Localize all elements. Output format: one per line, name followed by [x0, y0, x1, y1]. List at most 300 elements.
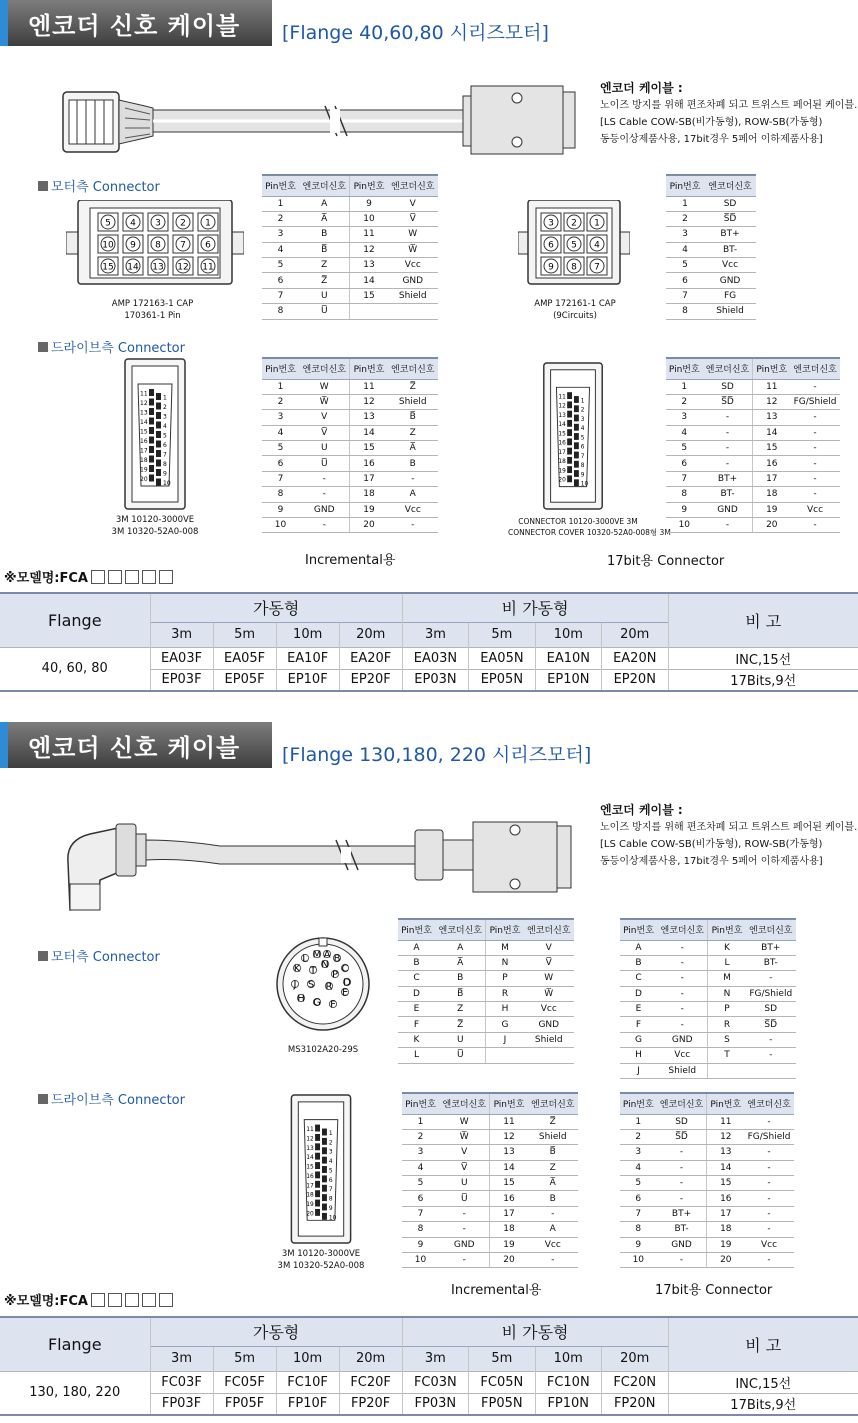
svg-text:6: 6 [163, 442, 167, 449]
pin-table-cell: D [398, 986, 435, 1001]
connector-pin [341, 988, 348, 999]
pin-table-cell: 9 [620, 1237, 657, 1252]
pin-table-cell [746, 1063, 796, 1078]
svg-text:7: 7 [594, 262, 600, 273]
connector-pin [98, 235, 118, 253]
pin-table-cell: 7 [666, 471, 703, 486]
svg-text:16: 16 [306, 1173, 314, 1180]
model-code: FP20F [339, 1393, 402, 1415]
pin-table-cell: 16 [490, 1191, 528, 1206]
pin-table-header-cell: 엔코더신호 [388, 358, 438, 379]
pin-table-cell: W̅ [439, 1129, 490, 1144]
svg-text:8: 8 [571, 262, 577, 273]
svg-text:11: 11 [558, 394, 566, 401]
model-table [0, 1316, 858, 1416]
pin-table-row [666, 487, 840, 502]
pin-table-row [620, 1063, 796, 1078]
svg-text:12: 12 [558, 403, 566, 410]
pin-table-row [402, 1191, 578, 1206]
motor-connector-heading [38, 946, 160, 965]
pin-table-row [620, 1191, 794, 1206]
pin-table-cell: V [524, 940, 574, 955]
svg-text:15: 15 [306, 1164, 314, 1171]
pin-table-cell: BT- [657, 1222, 707, 1237]
pin-table-header [620, 919, 796, 940]
svg-text:20: 20 [140, 476, 148, 483]
svg-text:13: 13 [140, 409, 148, 417]
pin-table-row [666, 288, 756, 303]
pin-table-cell: 19 [350, 502, 388, 517]
model-code: FC05F [213, 1371, 276, 1393]
model-code: EP05F [213, 669, 276, 691]
pin-table-cell: Z̅ [388, 379, 438, 394]
pin-table-cell: B̅ [388, 410, 438, 425]
motor-pin-table-incremental [398, 918, 574, 1064]
pin-table-cell: 5 [262, 258, 299, 273]
pin-table-cell: BT- [703, 487, 753, 502]
svg-text:16: 16 [140, 438, 148, 445]
model-code: EP20N [602, 669, 668, 691]
caption-line: 170361-1 Pin [124, 311, 181, 321]
model-name-text: ※모델명:FCA [4, 571, 88, 586]
pin-table-cell: 1 [262, 196, 299, 211]
pin-table-row [620, 971, 796, 986]
pin-table-cell: U [299, 288, 350, 303]
pin-table-cell: Shield [528, 1129, 578, 1144]
pin-table-cell: T [708, 1048, 746, 1063]
connector-pin [329, 1000, 336, 1011]
pin-table-cell: 6 [666, 456, 703, 471]
pin-table-cell: V̅ [388, 211, 438, 226]
pin-table-header-cell: 엔코더신호 [388, 175, 438, 196]
pin-table-row [262, 242, 438, 257]
pin-table-cell: - [746, 971, 796, 986]
pin-table-row [666, 425, 840, 440]
incremental-label: Incremental용 [305, 553, 396, 568]
pin-table-header-cell: 엔코더신호 [435, 919, 486, 940]
pin-table-cell: 3 [402, 1145, 439, 1160]
nonfixed-type-header: 비 가동형 [402, 593, 668, 622]
cable-description [600, 802, 857, 870]
pin-table-cell: 11 [350, 379, 388, 394]
pin-table-cell: 12 [707, 1129, 744, 1144]
length-header: 20m [602, 622, 668, 647]
pin-table-cell: Shield [388, 394, 438, 409]
svg-text:13: 13 [306, 1145, 314, 1152]
connector-pin [173, 235, 193, 253]
pin-table-cell: A [435, 940, 486, 955]
pin-table-row [402, 1176, 578, 1191]
pin-table-cell: Shield [704, 304, 756, 319]
pin-table-cell: J [486, 1032, 524, 1047]
pin-table-header [666, 358, 840, 379]
pin-table-cell: S̅D̅ [657, 1129, 707, 1144]
model-code-box [159, 570, 173, 584]
svg-text:18: 18 [558, 459, 566, 466]
pin-table-header-cell: Pin번호 [490, 1093, 528, 1114]
pin-table-cell: GND [524, 1017, 574, 1032]
pin-table-cell: 16 [350, 456, 388, 471]
pin-table-cell: B [398, 955, 435, 970]
svg-text:G: G [313, 997, 321, 1009]
caption-line: (9Circuits) [553, 311, 597, 321]
pin-table-cell: 11 [753, 379, 790, 394]
pin-table-cell: A [398, 940, 435, 955]
pin-table-row [262, 211, 438, 226]
svg-text:C: C [341, 963, 349, 975]
model-code: EA03N [402, 647, 468, 669]
pin-table-cell: L [708, 955, 746, 970]
svg-text:A: A [323, 949, 331, 961]
pin-table-cell: GND [657, 1237, 707, 1252]
svg-text:H: H [297, 993, 305, 1005]
model-code: FP05F [213, 1393, 276, 1415]
pin-table-cell: B [299, 227, 350, 242]
pin-table-cell: A [620, 940, 657, 955]
pin-table-row [398, 955, 574, 970]
pin-table-cell: U [439, 1176, 490, 1191]
pin-table-cell: - [703, 425, 753, 440]
pin-table-cell: BT- [704, 242, 756, 257]
svg-text:6: 6 [548, 240, 554, 251]
pin-table-cell: FG [704, 288, 756, 303]
svg-text:10: 10 [102, 240, 114, 251]
svg-text:11: 11 [140, 390, 148, 398]
connector-pin [309, 966, 317, 977]
svg-text:5: 5 [328, 1168, 333, 1175]
cable-drawing [60, 800, 580, 920]
svg-text:14: 14 [558, 422, 566, 429]
amp-9pin-caption [520, 298, 630, 322]
pin-table-cell: U̅ [299, 456, 350, 471]
pin-table-cell: K [708, 940, 746, 955]
svg-text:9: 9 [548, 262, 554, 273]
svg-text:1: 1 [163, 394, 167, 402]
pin-table-cell: L [398, 1048, 435, 1063]
pin-table-row [398, 1048, 574, 1063]
cable-desc-line: 동등이상제품사용, 17bit경우 5페어 이하제품사용] [600, 856, 823, 867]
pin-table-cell: 11 [350, 227, 388, 242]
pin-table-cell: B̅ [528, 1145, 578, 1160]
length-header: 10m [276, 1346, 339, 1371]
pin-table-cell: Vcc [704, 258, 756, 273]
svg-text:2: 2 [163, 404, 167, 411]
svg-text:2: 2 [580, 407, 585, 414]
nonfixed-type-header: 비 가동형 [402, 1317, 668, 1346]
pin-table-row [262, 471, 438, 486]
pin-table-row [666, 441, 840, 456]
pin-table-cell: - [744, 1253, 794, 1268]
pin-table-cell: Vcc [388, 502, 438, 517]
flange-value: 130, 180, 220 [0, 1371, 150, 1415]
pin-table-cell: - [703, 441, 753, 456]
pin-table-cell: 14 [707, 1160, 744, 1175]
svg-text:1: 1 [594, 218, 600, 229]
pin-table-cell: W [299, 379, 350, 394]
pin-table-cell: - [746, 1048, 796, 1063]
svg-text:K: K [293, 963, 301, 975]
pin-table-cell: M [486, 940, 524, 955]
svg-text:8: 8 [155, 240, 161, 251]
section-title-bar [0, 0, 272, 46]
pin-table-cell: W [439, 1114, 490, 1129]
pin-table-header-cell: Pin번호 [666, 358, 703, 379]
svg-text:4: 4 [594, 240, 600, 251]
model-code: FP10F [276, 1393, 339, 1415]
connector-pin [307, 980, 314, 991]
pin-table-cell: 7 [262, 288, 299, 303]
pin-table-cell: - [657, 1017, 708, 1032]
pin-table-cell: Z̅ [299, 273, 350, 288]
drive-pin-table-incremental [402, 1092, 578, 1268]
svg-text:17: 17 [140, 447, 148, 455]
pin-table-cell: SD [704, 196, 756, 211]
pin-table-cell: Z̅ [435, 1017, 486, 1032]
length-header: 5m [469, 622, 535, 647]
svg-text:6: 6 [328, 1177, 333, 1184]
svg-text:14: 14 [127, 262, 139, 273]
svg-text:17: 17 [558, 450, 566, 457]
model-code: EP10N [535, 669, 601, 691]
pin-table-cell: F [620, 1017, 657, 1032]
pin-table-cell: K [398, 1032, 435, 1047]
pin-table-cell: BT- [746, 955, 796, 970]
connector-pin [587, 235, 607, 253]
pin-table-cell: V [439, 1145, 490, 1160]
drive-connector-heading [38, 337, 185, 356]
drive-pin-table-17bit [620, 1092, 794, 1268]
svg-text:4: 4 [580, 426, 585, 433]
pin-table-cell: 10 [262, 518, 299, 533]
pin-table-cell: - [703, 518, 753, 533]
svg-text:18: 18 [306, 1192, 314, 1199]
svg-text:12: 12 [140, 400, 148, 407]
pin-table-cell: Vcc [524, 1002, 574, 1017]
motor-connector-label: 모터측 Connector [51, 180, 160, 195]
connector-pin [564, 235, 584, 253]
pin-table-cell: 9 [350, 196, 388, 211]
pin-table-cell: 4 [666, 425, 703, 440]
pin-table-header [620, 1093, 794, 1114]
svg-text:N: N [321, 959, 329, 971]
pin-table-cell: 1 [262, 379, 299, 394]
svg-text:3: 3 [328, 1149, 333, 1156]
model-name-label [4, 1290, 173, 1309]
pin-table-header-cell: Pin번호 [708, 919, 746, 940]
pin-table-cell: 12 [753, 394, 790, 409]
svg-text:19: 19 [558, 468, 566, 475]
pin-table-cell: 14 [753, 425, 790, 440]
pin-table-row [666, 273, 756, 288]
pin-table-header-cell: Pin번호 [753, 358, 790, 379]
pin-table-cell: - [657, 1145, 707, 1160]
svg-text:5: 5 [571, 240, 577, 251]
pin-table-row [402, 1222, 578, 1237]
pin-table-cell: 17 [707, 1206, 744, 1221]
pin-table-cell: Z [435, 1002, 486, 1017]
connector-pin [148, 235, 168, 253]
connector-pin [123, 213, 143, 231]
pin-table-header [402, 1093, 578, 1114]
pin-table-row [262, 518, 438, 533]
pin-table-cell: Shield [388, 288, 438, 303]
pin-table-cell: 13 [350, 258, 388, 273]
svg-text:18: 18 [140, 457, 148, 464]
connector-pin [148, 213, 168, 231]
pin-table-row [620, 955, 796, 970]
svg-text:16: 16 [558, 440, 566, 447]
pin-table-cell: 10 [350, 211, 388, 226]
pin-table-cell: 6 [262, 456, 299, 471]
pin-table-cell: 17 [753, 471, 790, 486]
connector-pin [198, 235, 218, 253]
connector-pin [564, 213, 584, 231]
svg-text:2: 2 [180, 218, 186, 229]
connector-pin [341, 964, 348, 975]
pin-table-header-cell: Pin번호 [486, 919, 524, 940]
pin-table-cell: W [524, 971, 574, 986]
pin-table-row [262, 487, 438, 502]
model-code: EP20F [339, 669, 402, 691]
pin-table-cell: Z [388, 425, 438, 440]
model-code: FP03F [150, 1393, 213, 1415]
pin-table-row [666, 258, 756, 273]
model-code: EA20F [339, 647, 402, 669]
section-title: 엔코더 신호 케이블 [28, 734, 241, 762]
connector-pin [198, 213, 218, 231]
pin-table-row [666, 518, 840, 533]
model-code-box [91, 570, 105, 584]
note-cell: 17Bits,9선 [668, 669, 858, 691]
d-sub-20pin-connector [542, 362, 604, 510]
pin-table-cell: 18 [350, 487, 388, 502]
pin-table-cell: 19 [707, 1237, 744, 1252]
model-code: FC10N [535, 1371, 601, 1393]
drive-connector-heading [38, 1089, 185, 1108]
pin-table-row [620, 1114, 794, 1129]
pin-table-cell: 15 [350, 288, 388, 303]
length-header: 3m [150, 622, 213, 647]
pin-table-cell: C [620, 971, 657, 986]
pin-table-header-cell: Pin번호 [350, 358, 388, 379]
model-code: EP03N [402, 669, 468, 691]
length-header: 3m [150, 1346, 213, 1371]
pin-table-cell: 3 [666, 227, 704, 242]
pin-table-cell: N [486, 955, 524, 970]
pin-table-cell: - [790, 379, 840, 394]
drive-connector-label: 드라이브측 Connector [51, 341, 185, 356]
pin-table-row [620, 1253, 794, 1268]
svg-text:4: 4 [130, 218, 136, 229]
cable-desc-head: 엔코더 케이블 : [600, 81, 683, 95]
pin-table-cell: R [708, 1017, 746, 1032]
svg-text:4: 4 [328, 1159, 333, 1166]
pin-table-cell: 1 [402, 1114, 439, 1129]
pin-table-cell: - [790, 425, 840, 440]
pin-table-cell: U̅ [435, 1048, 486, 1063]
pin-table-row [666, 456, 840, 471]
pin-table-cell: A [388, 487, 438, 502]
pin-table-cell: 14 [350, 273, 388, 288]
amp-15pin-caption [70, 298, 235, 322]
pin-table-cell: G [486, 1017, 524, 1032]
pin-table-row [666, 502, 840, 517]
svg-text:E: E [341, 987, 349, 999]
pin-table-cell: H [486, 1002, 524, 1017]
svg-text:4: 4 [163, 423, 167, 430]
svg-text:1: 1 [205, 218, 211, 229]
svg-text:10: 10 [328, 1215, 337, 1222]
pin-table-cell: 20 [350, 518, 388, 533]
svg-text:6: 6 [205, 240, 211, 251]
model-code: EP03F [150, 669, 213, 691]
pin-table-cell: - [790, 441, 840, 456]
pin-table-cell: - [703, 456, 753, 471]
pin-table-cell: A̅ [388, 441, 438, 456]
pin-table-cell: Shield [524, 1032, 574, 1047]
pin-table-cell: - [528, 1206, 578, 1221]
pin-table-row [620, 1237, 794, 1252]
pin-table-cell: Vcc [790, 502, 840, 517]
connector-pin [564, 257, 584, 275]
pin-table-header-cell: Pin번호 [398, 919, 435, 940]
pin-table-cell: - [299, 518, 350, 533]
svg-text:7: 7 [180, 240, 186, 251]
pin-table-row [666, 379, 840, 394]
amp-15pin-connector [66, 200, 244, 290]
connector-pin [198, 257, 218, 275]
pin-table-cell: - [657, 955, 708, 970]
pin-table-cell: A [299, 196, 350, 211]
flange-value: 40, 60, 80 [0, 647, 150, 691]
pin-table-cell: 3 [262, 227, 299, 242]
pin-table-cell: 5 [620, 1176, 657, 1191]
pin-table-cell: W [388, 227, 438, 242]
pin-table-cell: N [708, 986, 746, 1001]
pin-table-cell: BT+ [657, 1206, 707, 1221]
section-title: 엔코더 신호 케이블 [28, 12, 241, 40]
model-table [0, 592, 858, 692]
model-code-box [142, 570, 156, 584]
pin-table-header-cell: 엔코더신호 [528, 1093, 578, 1114]
note-header: 비 고 [668, 593, 858, 647]
model-code-box [108, 1293, 122, 1307]
incremental-label: Incremental용 [451, 1283, 542, 1298]
model-code: FC20N [601, 1371, 668, 1393]
pin-table-cell: 5 [666, 258, 704, 273]
svg-text:F: F [330, 999, 336, 1011]
svg-text:7: 7 [580, 453, 585, 460]
pin-table-cell: B̅ [435, 986, 486, 1001]
pin-table-cell: 8 [666, 487, 703, 502]
pin-table-cell: 7 [402, 1206, 439, 1221]
model-name-label [4, 567, 173, 586]
pin-table-cell: F [398, 1017, 435, 1032]
pin-table-row [398, 1017, 574, 1032]
pin-table-cell: - [744, 1145, 794, 1160]
connector-pin [333, 954, 340, 965]
pin-table-cell: 13 [350, 410, 388, 425]
svg-text:15: 15 [140, 428, 148, 436]
length-header: 5m [213, 1346, 276, 1371]
svg-text:19: 19 [306, 1202, 314, 1209]
pin-table-cell: 20 [490, 1253, 528, 1268]
pin-table-cell: - [657, 1253, 707, 1268]
pin-table-header-cell: Pin번호 [402, 1093, 439, 1114]
pin-table-cell: 8 [262, 304, 299, 319]
pin-table-cell: - [439, 1253, 490, 1268]
pin-table-cell: 10 [666, 518, 703, 533]
